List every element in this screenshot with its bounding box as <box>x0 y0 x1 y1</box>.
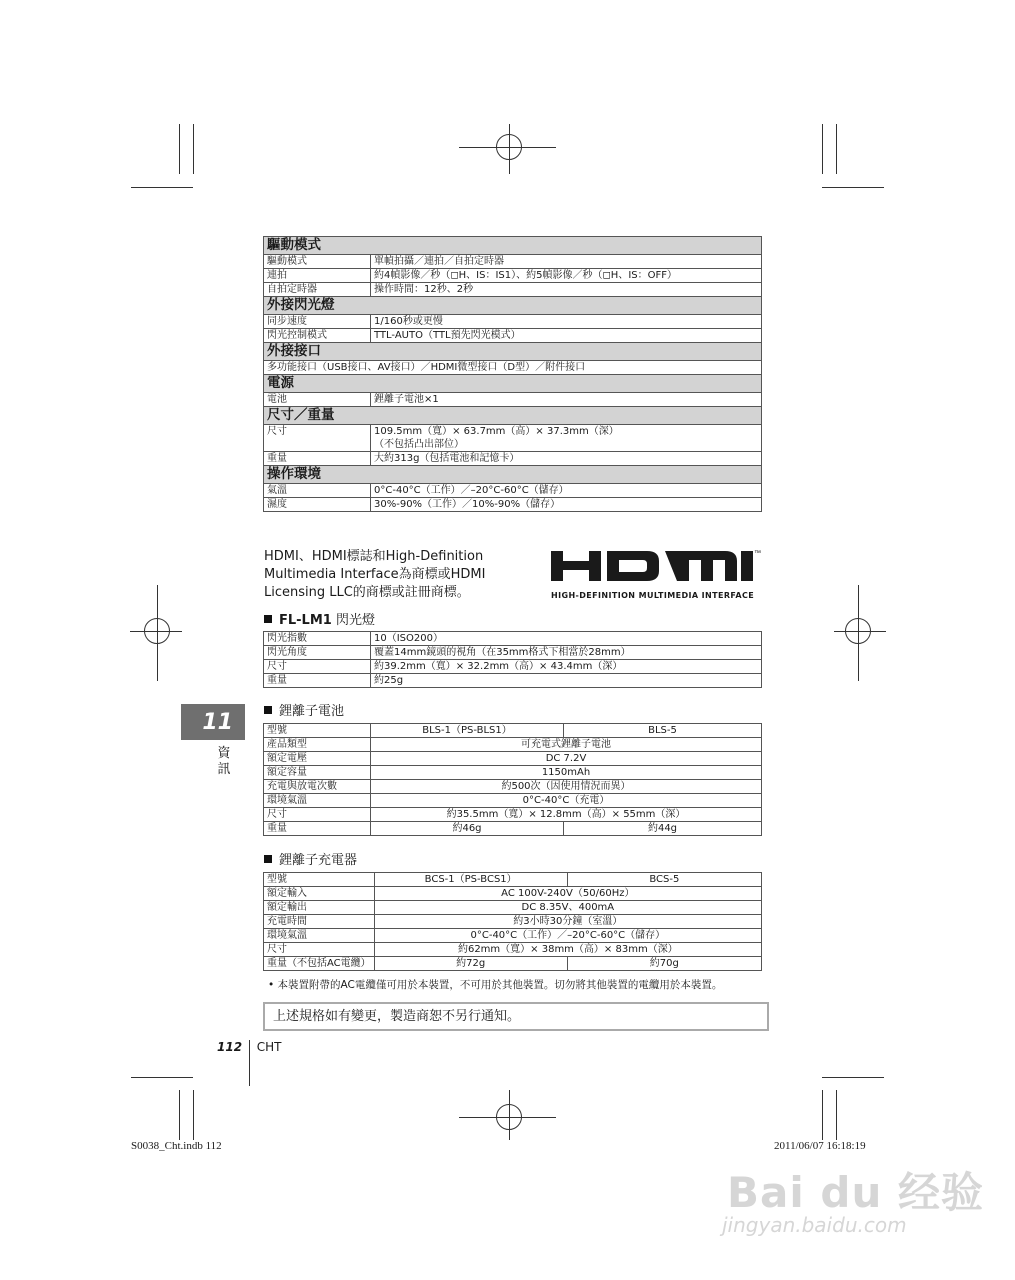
flash-spec-table <box>263 631 762 688</box>
table-cell: 額定容量 <box>264 766 371 780</box>
table-row <box>264 887 762 901</box>
flash-title: FL-LM1 <box>279 613 332 628</box>
table-cell: 單幀拍攝／連拍／自拍定時器 <box>371 255 762 269</box>
table-cell: 10（ISO200） <box>371 632 762 646</box>
table-cell: 重量 <box>264 452 371 466</box>
table-cell: 同步速度 <box>264 315 371 329</box>
hdmi-trademark-text <box>264 548 514 602</box>
table-cell: 鋰離子電池×1 <box>371 393 762 407</box>
page-language: CHT <box>256 1040 282 1054</box>
spec-change-notice: 上述規格如有變更，製造商恕不另行通知。 <box>263 1002 769 1031</box>
charger-section-title <box>264 849 357 868</box>
table-cell: DC 8.35V、400mA <box>374 901 761 915</box>
ac-cable-note: • 本裝置附帶的AC電纜僅可用於本裝置，不可用於其他裝置。切勿將其他裝置的電纜用於本裝置。 <box>268 979 723 991</box>
table-row <box>264 632 762 646</box>
table-cell: 氣溫 <box>264 484 371 498</box>
table-row <box>264 901 762 915</box>
battery-spec-table <box>263 723 762 836</box>
table-cell <box>371 425 762 452</box>
table-cell: 重量（不包括AC電纜） <box>264 957 375 971</box>
table-row <box>264 484 762 498</box>
table-row <box>264 452 762 466</box>
table-row <box>264 393 762 407</box>
folio-divider <box>249 1040 250 1086</box>
table-cell: 尺寸 <box>264 943 375 957</box>
table-row <box>264 822 762 836</box>
table-cell: 覆蓋14mm鏡頭的視角（在35mm格式下相當於28mm） <box>371 646 762 660</box>
table-cell: TTL-AUTO（TTL預先閃光模式） <box>371 329 762 343</box>
watermark-logo: Bai du 经验 <box>727 1168 984 1217</box>
table-cell: BLS-1（PS-BLS1） <box>371 724 564 738</box>
table-cell: 閃光角度 <box>264 646 371 660</box>
table-cell: 1/160秒或更慢 <box>371 315 762 329</box>
table-cell: 約46g <box>371 822 564 836</box>
section-header-row <box>264 407 762 425</box>
table-row <box>264 808 762 822</box>
charger-title: 鋰離子充電器 <box>279 853 358 868</box>
flash-title-suffix: 閃光燈 <box>331 613 375 628</box>
table-cell: 額定電壓 <box>264 752 371 766</box>
table-cell: 0°C-40°C（工作）／–20°C-60°C（儲存） <box>371 484 762 498</box>
table-cell: 尺寸 <box>264 660 371 674</box>
table-row <box>264 660 762 674</box>
hdmi-logo-subtitle: HIGH-DEFINITION MULTIMEDIA INTERFACE <box>551 591 755 600</box>
table-row <box>264 943 762 957</box>
table-row <box>264 646 762 660</box>
table-cell: 尺寸 <box>264 425 371 452</box>
table-cell: 1150mAh <box>371 766 762 780</box>
table-cell: 大約313g（包括電池和記憶卡） <box>371 452 762 466</box>
table-row <box>264 674 762 688</box>
table-cell: 外接閃光燈 <box>264 297 762 315</box>
camera-spec-table <box>263 236 762 512</box>
section-header-row <box>264 343 762 361</box>
table-cell: 額定輸入 <box>264 887 375 901</box>
battery-title: 鋰離子電池 <box>279 704 345 719</box>
square-bullet-icon <box>264 855 272 863</box>
table-cell: 操作時間：12秒、2秒 <box>371 283 762 297</box>
table-row <box>264 498 762 512</box>
table-row <box>264 957 762 971</box>
section-header-row <box>264 237 762 255</box>
footer-timestamp: 2011/06/07 16:18:19 <box>774 1140 866 1152</box>
section-header-row <box>264 375 762 393</box>
table-cell: 重量 <box>264 822 371 836</box>
table-cell: 約62mm（寬）× 38mm（高）× 83mm（深） <box>374 943 761 957</box>
table-cell: 約4幀影像／秒（◻H、IS：IS1）、約5幀影像／秒（◻H、IS：OFF） <box>371 269 762 283</box>
table-cell: 閃光控制模式 <box>264 329 371 343</box>
table-cell: 驅動模式 <box>264 255 371 269</box>
table-cell: 重量 <box>264 674 371 688</box>
charger-spec-table <box>263 872 762 971</box>
table-cell: DC 7.2V <box>371 752 762 766</box>
table-cell: 約500次（因使用情況而異） <box>371 780 762 794</box>
table-cell: 環境氣溫 <box>264 929 375 943</box>
table-row <box>264 915 762 929</box>
table-row <box>264 361 762 375</box>
table-cell: 自拍定時器 <box>264 283 371 297</box>
table-cell: 30%-90%（工作）／10%-90%（儲存） <box>371 498 762 512</box>
table-cell: 操作環境 <box>264 466 762 484</box>
hdmi-tm: ™ <box>754 550 761 557</box>
hdmi-text-line: Licensing LLC的商標或註冊商標。 <box>264 585 470 600</box>
table-row <box>264 283 762 297</box>
flash-section-title <box>264 609 375 628</box>
page-number: 112 <box>217 1040 243 1054</box>
hdmi-text-line: Multimedia Interface為商標或HDMI <box>264 567 486 582</box>
table-cell: 0°C-40°C（充電） <box>371 794 762 808</box>
table-cell: 額定輸出 <box>264 901 375 915</box>
table-cell: 可充電式鋰離子電池 <box>371 738 762 752</box>
table-row <box>264 255 762 269</box>
footer-file-info: S0038_Cht.indb 112 <box>131 1140 222 1152</box>
table-cell: 約3小時30分鐘（室溫） <box>374 915 761 929</box>
cell-line: （不包括凸出部位） <box>374 439 464 450</box>
table-cell: 尺寸 <box>264 808 371 822</box>
table-row <box>264 724 762 738</box>
table-row <box>264 873 762 887</box>
table-row <box>264 752 762 766</box>
chapter-number: 11 <box>202 710 233 735</box>
square-bullet-icon <box>264 706 272 714</box>
table-cell: 尺寸／重量 <box>264 407 762 425</box>
table-cell: 多功能接口（USB接口、AV接口）／HDMI微型接口（D型）／附件接口 <box>264 361 762 375</box>
table-row <box>264 329 762 343</box>
table-cell: 外接接口 <box>264 343 762 361</box>
table-cell: 充電與放電次數 <box>264 780 371 794</box>
watermark-url: jingyan.baidu.com <box>722 1213 907 1237</box>
square-bullet-icon <box>264 615 272 623</box>
table-row <box>264 794 762 808</box>
table-cell: 約72g <box>374 957 567 971</box>
chapter-label: 資訊 <box>217 746 231 777</box>
section-header-row <box>264 297 762 315</box>
table-cell: 約44g <box>564 822 762 836</box>
table-cell: 電源 <box>264 375 762 393</box>
table-cell: AC 100V-240V（50/60Hz） <box>374 887 761 901</box>
table-cell: 閃光指數 <box>264 632 371 646</box>
table-cell: BLS-5 <box>564 724 762 738</box>
table-cell: BCS-1（PS-BCS1） <box>374 873 567 887</box>
table-cell: 約25g <box>371 674 762 688</box>
cell-line: 109.5mm（寬）× 63.7mm（高）× 37.3mm（深） <box>374 426 619 437</box>
table-cell: 型號 <box>264 724 371 738</box>
table-cell: 連拍 <box>264 269 371 283</box>
table-cell: 產品類型 <box>264 738 371 752</box>
table-row <box>264 315 762 329</box>
table-row <box>264 425 762 452</box>
table-cell: 環境氣溫 <box>264 794 371 808</box>
page-folio <box>217 1040 281 1086</box>
chapter-tab <box>181 704 245 740</box>
table-cell: 電池 <box>264 393 371 407</box>
table-cell: 型號 <box>264 873 375 887</box>
table-row <box>264 780 762 794</box>
table-row <box>264 738 762 752</box>
battery-section-title <box>264 700 344 719</box>
table-cell: BCS-5 <box>567 873 761 887</box>
table-row <box>264 766 762 780</box>
table-cell: 充電時間 <box>264 915 375 929</box>
table-cell: 0°C-40°C（工作）／–20°C-60°C（儲存） <box>374 929 761 943</box>
table-cell: 約70g <box>567 957 761 971</box>
section-header-row <box>264 466 762 484</box>
hdmi-text-line: HDMI、HDMI標誌和High-Definition <box>264 549 484 564</box>
table-cell: 約35.5mm（寬）× 12.8mm（高）× 55mm（深） <box>371 808 762 822</box>
table-row <box>264 929 762 943</box>
table-cell: 濕度 <box>264 498 371 512</box>
table-row <box>264 269 762 283</box>
table-cell: 約39.2mm（寬）× 32.2mm（高）× 43.4mm（深） <box>371 660 762 674</box>
table-cell: 驅動模式 <box>264 237 762 255</box>
